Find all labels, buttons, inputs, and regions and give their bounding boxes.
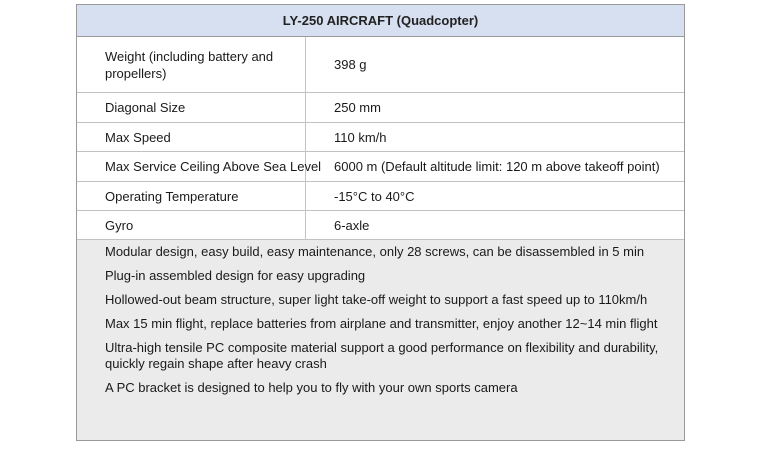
spec-row-max-speed	[77, 123, 684, 152]
feature-item: Modular design, easy build, easy maintenance, only 28 screws, can be disassembled in 5 min	[105, 244, 645, 259]
spec-table	[76, 4, 685, 441]
spec-value: 6000 m (Default altitude limit: 120 m above takeoff point)	[334, 159, 660, 174]
feature-item: Ultra-high tensile PC composite material support a good performance on flexibility and durability, quickly regain shape after heavy crash	[105, 340, 659, 371]
spec-label: Weight (including battery and propellers)	[77, 37, 306, 92]
feature-item: Max 15 min flight, replace batteries from airplane and transmitter, enjoy another 12~14 min flight	[105, 316, 658, 331]
spec-value: -15°C to 40°C	[334, 188, 415, 204]
spec-label: Max Speed	[77, 123, 306, 151]
spec-label: Gyro	[77, 211, 306, 239]
spec-value: 110 km/h	[334, 129, 387, 145]
spec-row-gyro	[77, 211, 684, 240]
spec-value: 398 g	[334, 57, 367, 72]
feature-item: Hollowed-out beam structure, super light take-off weight to support a fast speed up to 110km/h	[105, 292, 648, 307]
spec-value: 250 mm	[334, 100, 381, 115]
table-title: LY-250 AIRCRAFT (Quadcopter)	[77, 5, 684, 37]
features-list	[77, 240, 684, 440]
spec-label: Diagonal Size	[77, 93, 306, 122]
spec-row-service-ceiling	[77, 152, 684, 182]
feature-item: A PC bracket is designed to help you to fly with your own sports camera	[105, 380, 518, 395]
feature-item: Plug-in assembled design for easy upgrading	[105, 268, 366, 283]
spec-row-diagonal-size	[77, 93, 684, 123]
spec-row-operating-temperature	[77, 182, 684, 211]
spec-label: Max Service Ceiling Above Sea Level	[77, 152, 306, 181]
spec-row-weight	[77, 37, 684, 93]
spec-label: Operating Temperature	[77, 182, 306, 210]
spec-value: 6-axle	[334, 217, 370, 233]
